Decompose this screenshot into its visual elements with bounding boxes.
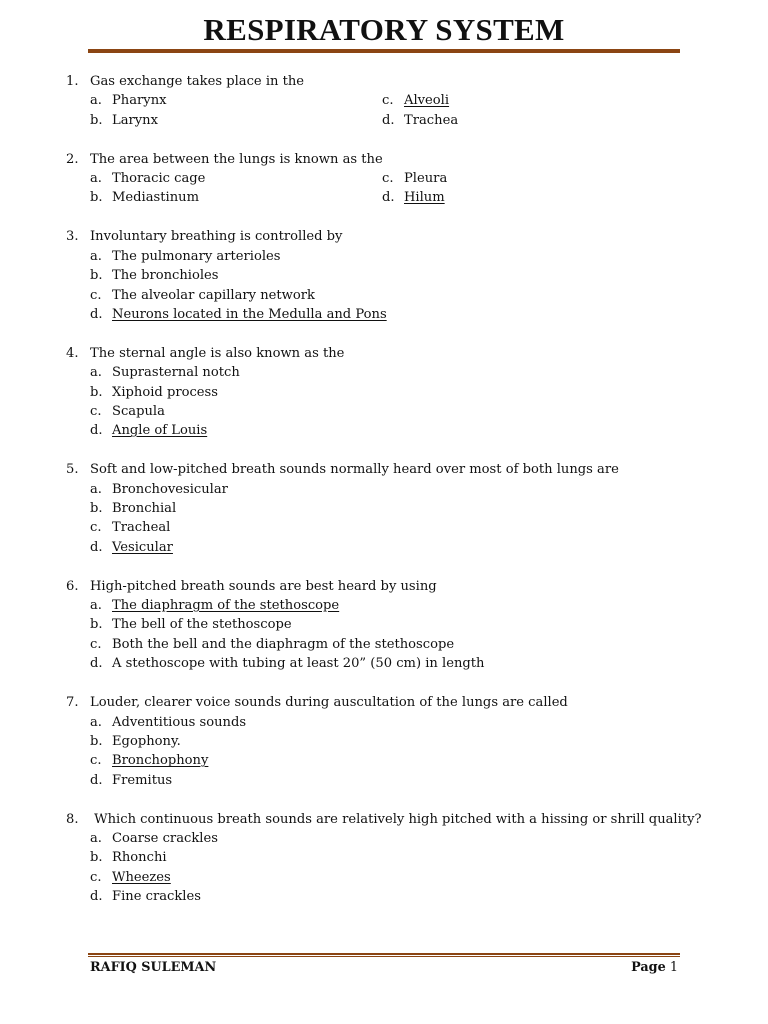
answer-option xyxy=(66,188,382,207)
option-text: Angle of Louis xyxy=(112,423,208,439)
question-6 xyxy=(66,577,706,674)
question-text: The sternal angle is also known as the xyxy=(90,345,345,361)
answer-option xyxy=(66,848,706,867)
answer-options xyxy=(66,829,706,907)
option-letter: b. xyxy=(90,733,103,749)
option-text: The pulmonary arterioles xyxy=(112,248,281,264)
option-text: Trachea xyxy=(404,112,459,128)
answer-option xyxy=(66,480,706,499)
page-number: 1 xyxy=(669,960,678,975)
option-letter: b. xyxy=(90,617,103,633)
answer-option xyxy=(66,635,706,654)
option-letter: b. xyxy=(90,850,103,866)
option-letter: d. xyxy=(90,306,103,322)
option-letter: b. xyxy=(90,112,103,128)
footer-rule xyxy=(88,953,680,955)
page-label: Page xyxy=(631,960,666,975)
answer-option xyxy=(66,654,706,673)
question-number: 4. xyxy=(66,345,79,361)
correct-answer-option xyxy=(382,188,622,207)
option-letter: d. xyxy=(382,190,395,206)
option-text: Pharynx xyxy=(112,93,167,109)
option-text: Coarse crackles xyxy=(112,831,218,846)
option-text: Suprasternal notch xyxy=(112,365,240,381)
question-stem xyxy=(66,810,706,829)
option-letter: a. xyxy=(90,481,102,497)
question-number: 1. xyxy=(66,74,79,89)
option-text: Pleura xyxy=(404,171,448,187)
answer-option xyxy=(66,615,706,634)
footer-author: RAFIQ SULEMAN xyxy=(90,960,217,975)
option-letter: a. xyxy=(90,714,102,730)
page-title: RESPIRATORY SYSTEM xyxy=(203,12,565,47)
option-letter: c. xyxy=(382,171,394,187)
option-letter: a. xyxy=(90,831,102,846)
option-letter: b. xyxy=(90,384,103,400)
option-text: The diaphragm of the stethoscope xyxy=(112,598,340,614)
question-7 xyxy=(66,693,706,790)
option-text: Neurons located in the Medulla and Pons xyxy=(112,306,387,322)
option-letter: c. xyxy=(90,869,102,885)
option-letter: d. xyxy=(90,539,103,555)
question-stem xyxy=(66,577,706,596)
answer-option xyxy=(382,111,622,130)
answer-option xyxy=(66,247,706,266)
footer-page xyxy=(631,960,678,975)
option-letter: b. xyxy=(90,501,103,517)
answer-options xyxy=(66,169,706,208)
option-letter: b. xyxy=(90,268,103,284)
option-text: Both the bell and the diaphragm of the stethoscope xyxy=(112,636,455,652)
option-letter: a. xyxy=(90,171,102,187)
question-number: 7. xyxy=(66,695,79,711)
option-letter: c. xyxy=(90,403,102,419)
answer-option xyxy=(66,169,382,188)
option-letter: a. xyxy=(90,598,102,614)
option-letter: c. xyxy=(90,753,102,769)
option-text: Bronchial xyxy=(112,501,177,517)
answer-option xyxy=(66,383,706,402)
option-text: Egophony. xyxy=(112,733,181,749)
question-text: Louder, clearer voice sounds during auscultation of the lungs are called xyxy=(90,695,568,711)
question-8 xyxy=(66,810,706,907)
answer-option xyxy=(66,887,706,906)
correct-answer-option xyxy=(66,538,706,557)
answer-option xyxy=(66,829,706,848)
question-text: Soft and low-pitched breath sounds normally heard over most of both lungs are xyxy=(90,462,619,478)
correct-answer-option xyxy=(66,305,706,324)
answer-options xyxy=(66,596,706,674)
question-number: 6. xyxy=(66,578,79,594)
question-5 xyxy=(66,460,706,557)
answer-options xyxy=(66,247,706,325)
footer-rule-thin xyxy=(88,956,680,957)
answer-option xyxy=(66,499,706,518)
question-stem xyxy=(66,344,706,363)
question-stem xyxy=(66,150,706,169)
question-number: 3. xyxy=(66,229,79,245)
option-text: Bronchovesicular xyxy=(112,481,228,497)
option-letter: d. xyxy=(90,423,103,439)
option-text: Fremitus xyxy=(112,772,173,788)
answer-option xyxy=(66,402,706,421)
answer-options xyxy=(66,363,706,441)
option-text: Rhonchi xyxy=(112,850,167,866)
answer-options xyxy=(66,480,706,558)
question-number: 2. xyxy=(66,151,79,167)
option-text: The bronchioles xyxy=(112,268,219,284)
correct-answer-option xyxy=(66,868,706,887)
answer-option xyxy=(66,91,382,110)
answer-option xyxy=(66,363,706,382)
option-letter: c. xyxy=(382,93,394,109)
option-text: Xiphoid process xyxy=(112,384,218,400)
correct-answer-option xyxy=(66,421,706,440)
answer-option xyxy=(382,169,622,188)
question-text: Which continuous breath sounds are relatively high pitched with a hissing or shrill quality? xyxy=(90,811,702,827)
option-text: The bell of the stethoscope xyxy=(112,617,292,633)
question-stem xyxy=(66,72,706,91)
option-text: Larynx xyxy=(112,112,158,128)
option-text: Fine crackles xyxy=(112,889,201,905)
option-letter: d. xyxy=(90,772,103,788)
option-letter: a. xyxy=(90,248,102,264)
question-1 xyxy=(66,72,706,130)
answer-option xyxy=(66,518,706,537)
option-text: Vesicular xyxy=(112,539,173,555)
option-letter: d. xyxy=(90,656,103,672)
option-text: Hilum xyxy=(404,190,445,206)
answer-option xyxy=(66,111,382,130)
option-letter: a. xyxy=(90,93,102,109)
answer-option xyxy=(66,732,706,751)
question-4 xyxy=(66,344,706,441)
question-3 xyxy=(66,227,706,324)
question-stem xyxy=(66,693,706,712)
option-letter: b. xyxy=(90,190,103,206)
question-text: Gas exchange takes place in the xyxy=(90,74,305,89)
title-underline xyxy=(88,49,680,53)
answer-option xyxy=(66,266,706,285)
option-text: Alveoli xyxy=(404,93,450,109)
option-letter: d. xyxy=(90,889,103,905)
correct-answer-option xyxy=(66,596,706,615)
correct-answer-option xyxy=(66,751,706,770)
option-letter: c. xyxy=(90,520,102,536)
question-text: The area between the lungs is known as the xyxy=(90,151,383,167)
question-list xyxy=(66,72,706,926)
option-text: Bronchophony xyxy=(112,753,209,769)
option-text: Scapula xyxy=(112,403,165,419)
option-letter: a. xyxy=(90,365,102,381)
answer-option xyxy=(66,713,706,732)
option-text: The alveolar capillary network xyxy=(112,287,315,303)
option-letter: d. xyxy=(382,112,395,128)
answer-option xyxy=(66,286,706,305)
option-text: Adventitious sounds xyxy=(112,714,247,730)
option-letter: c. xyxy=(90,636,102,652)
question-number: 5. xyxy=(66,462,79,478)
correct-answer-option xyxy=(382,91,622,110)
answer-option xyxy=(66,771,706,790)
option-text: A stethoscope with tubing at least 20” (50 cm) in length xyxy=(112,656,485,672)
option-text: Wheezes xyxy=(112,869,171,885)
option-text: Tracheal xyxy=(112,520,171,536)
question-stem xyxy=(66,227,706,246)
question-number: 8. xyxy=(66,811,79,827)
option-letter: c. xyxy=(90,287,102,303)
question-stem xyxy=(66,460,706,479)
question-text: Involuntary breathing is controlled by xyxy=(90,229,343,245)
option-text: Mediastinum xyxy=(112,190,199,206)
question-2 xyxy=(66,150,706,208)
answer-options xyxy=(66,91,706,130)
question-text: High-pitched breath sounds are best heard by using xyxy=(90,578,437,594)
answer-options xyxy=(66,713,706,791)
option-text: Thoracic cage xyxy=(112,171,206,187)
